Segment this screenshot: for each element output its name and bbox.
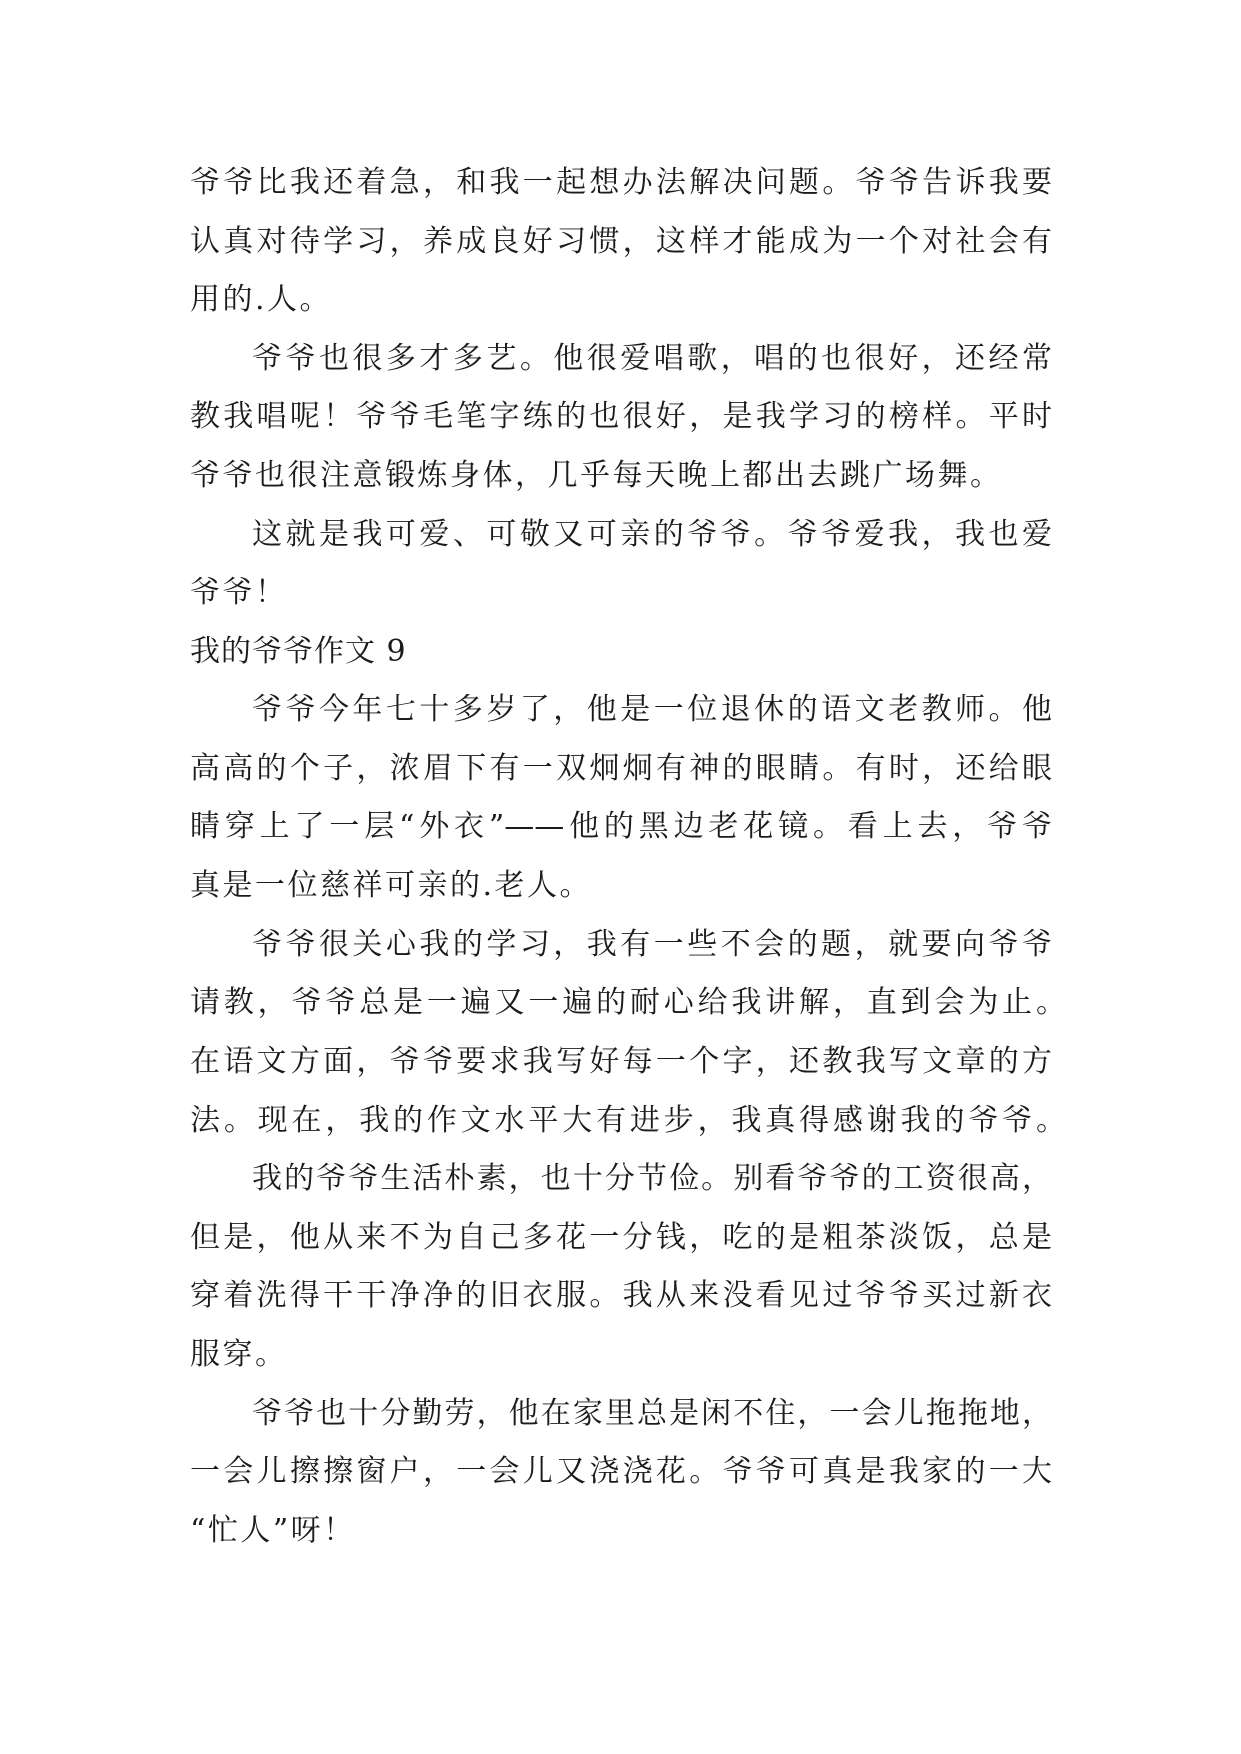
text-line: 爷爷今年七十多岁了，他是一位退休的语文老教师。他: [252, 692, 1052, 727]
text-line: 高高的个子，浓眉下有一双炯炯有神的眼睛。有时，还给眼: [190, 751, 1052, 786]
text-line: 穿着洗得干干净净的旧衣服。我从来没看见过爷爷买过新衣: [190, 1278, 1052, 1313]
essay-title: 我的爷爷作文 9: [190, 634, 407, 669]
text-line: 请教，爷爷总是一遍又一遍的耐心给我讲解，直到会为止。: [190, 985, 1066, 1020]
text-line: 教我唱呢！爷爷毛笔字练的也很好，是我学习的榜样。平时: [190, 399, 1052, 434]
text-line: 法。现在，我的作文水平大有进步，我真得感谢我的爷爷。: [190, 1103, 1066, 1138]
text-line: 服穿。: [190, 1337, 288, 1372]
text-line: 我的爷爷生活朴素，也十分节俭。别看爷爷的工资很高，: [252, 1161, 1052, 1196]
text-line: 睛穿上了一层“外衣”——他的黑边老花镜。看上去，爷爷: [190, 809, 1052, 844]
text-line: 这就是我可爱、可敬又可亲的爷爷。爷爷爱我，我也爱: [252, 517, 1052, 552]
text-line: 但是，他从来不为自己多花一分钱，吃的是粗茶淡饭，总是: [190, 1220, 1052, 1255]
text-line: 真是一位慈祥可亲的.老人。: [190, 868, 593, 903]
text-line: 一会儿擦擦窗户，一会儿又浇浇花。爷爷可真是我家的一大: [190, 1454, 1052, 1489]
text-line: “忙人”呀！: [190, 1513, 356, 1548]
text-line: 爷爷！: [190, 575, 288, 610]
text-line: 爷爷也很注意锻炼身体，几乎每天晚上都出去跳广场舞。: [190, 458, 1003, 493]
text-line: 用的.人。: [190, 282, 333, 317]
text-line: 爷爷很关心我的学习，我有一些不会的题，就要向爷爷: [252, 927, 1052, 962]
text-line: 爷爷也很多才多艺。他很爱唱歌，唱的也很好，还经常: [252, 341, 1052, 376]
text-line: 认真对待学习，养成良好习惯，这样才能成为一个对社会有: [190, 224, 1052, 259]
text-line: 爷爷也十分勤劳，他在家里总是闲不住，一会儿拖拖地，: [252, 1396, 1052, 1431]
text-line: 在语文方面，爷爷要求我写好每一个字，还教我写文章的方: [190, 1044, 1052, 1079]
text-line: 爷爷比我还着急，和我一起想办法解决问题。爷爷告诉我要: [190, 165, 1052, 200]
